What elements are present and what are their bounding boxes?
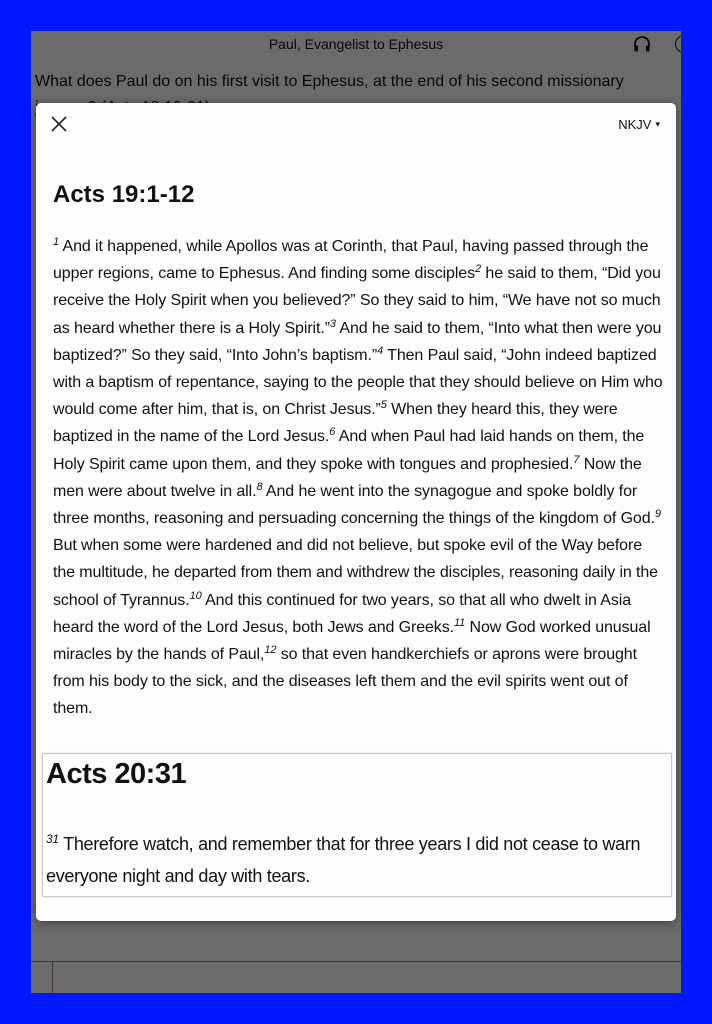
verse-number: 12: [264, 644, 277, 657]
referenced-verse-title: Acts 20:31: [46, 758, 187, 790]
verse-number: 3: [329, 317, 336, 330]
chevron-down-icon: ▾: [655, 119, 660, 129]
verse-number: 8: [256, 480, 263, 493]
verse-number: 31: [46, 832, 59, 846]
scripture-modal: [36, 103, 676, 921]
verse-text: And he went into the synagogue and spoke boldly for three months, reasoning and persuading concerning the things of the kingdom of God.: [53, 482, 655, 528]
verse-number: 1: [53, 236, 60, 248]
verse-text: Now God worked unusual miracles by the hands of Paul,: [53, 618, 651, 664]
verse-text: so that even handkerchiefs or aprons were brought from his body to the sick, and the diseases left them and the evil spirits went out of them.: [53, 646, 637, 718]
verse-text: And it happened, while Apollos was at Corinth, that Paul, having passed through the upper regions, came to Ephesus. And finding some disciples: [53, 238, 649, 283]
verse-number: 5: [380, 399, 387, 412]
version-label: NKJV: [618, 117, 652, 132]
verse-number: 10: [189, 589, 202, 602]
verse-text: And when Paul had laid hands on them, the Holy Spirit came upon them, and they spoke with tongues and prophesied.: [53, 428, 645, 473]
app-screen: [31, 31, 681, 993]
passage-text: [53, 233, 663, 723]
verse-text: Now the men were about twelve in all.: [53, 455, 642, 500]
verse-number: 6: [329, 426, 336, 439]
verse-number: 7: [573, 453, 580, 466]
verse-text: Therefore watch, and remember that for three years I did not cease to warn everyone night and day with tears.: [46, 834, 641, 886]
verse-text: he said to them, “Did you receive the Holy Spirit when you believed?” So they said to him, “We have not so much as heard whether there is a Holy Spirit.”: [53, 265, 661, 337]
verse-number: 9: [654, 508, 661, 521]
passage-title: Acts 19:1-12: [53, 181, 195, 208]
verse-text: Then Paul said, “John indeed baptized with a baptism of repentance, saying to the people that they should believe on Him who would come after him, that is, on Christ Jesus.”: [53, 346, 663, 419]
verse-text: And he said to them, “Into what then were you baptized?” So they said, “Into John’s baptism.”: [53, 319, 662, 364]
verse-number: 4: [377, 344, 384, 357]
verse-number: 11: [453, 616, 466, 629]
version-selector[interactable]: [618, 117, 660, 132]
verse-number: 2: [475, 263, 482, 276]
verse-text: When they heard this, they were baptized in the name of the Lord Jesus.: [53, 401, 618, 446]
verse-text: And this continued for two years, so that all who dwelt in Asia heard the word of the Lord Jesus, both Jews and Greeks.: [53, 591, 632, 636]
verse-text: But when some were hardened and did not believe, but spoke evil of the Way before the multitude, he departed from them and withdrew the disciples, reasoning daily in the school of Tyrannus.: [53, 537, 658, 609]
referenced-verse-text: [46, 828, 668, 892]
close-icon[interactable]: [50, 115, 68, 133]
referenced-verse-card: [42, 753, 672, 897]
